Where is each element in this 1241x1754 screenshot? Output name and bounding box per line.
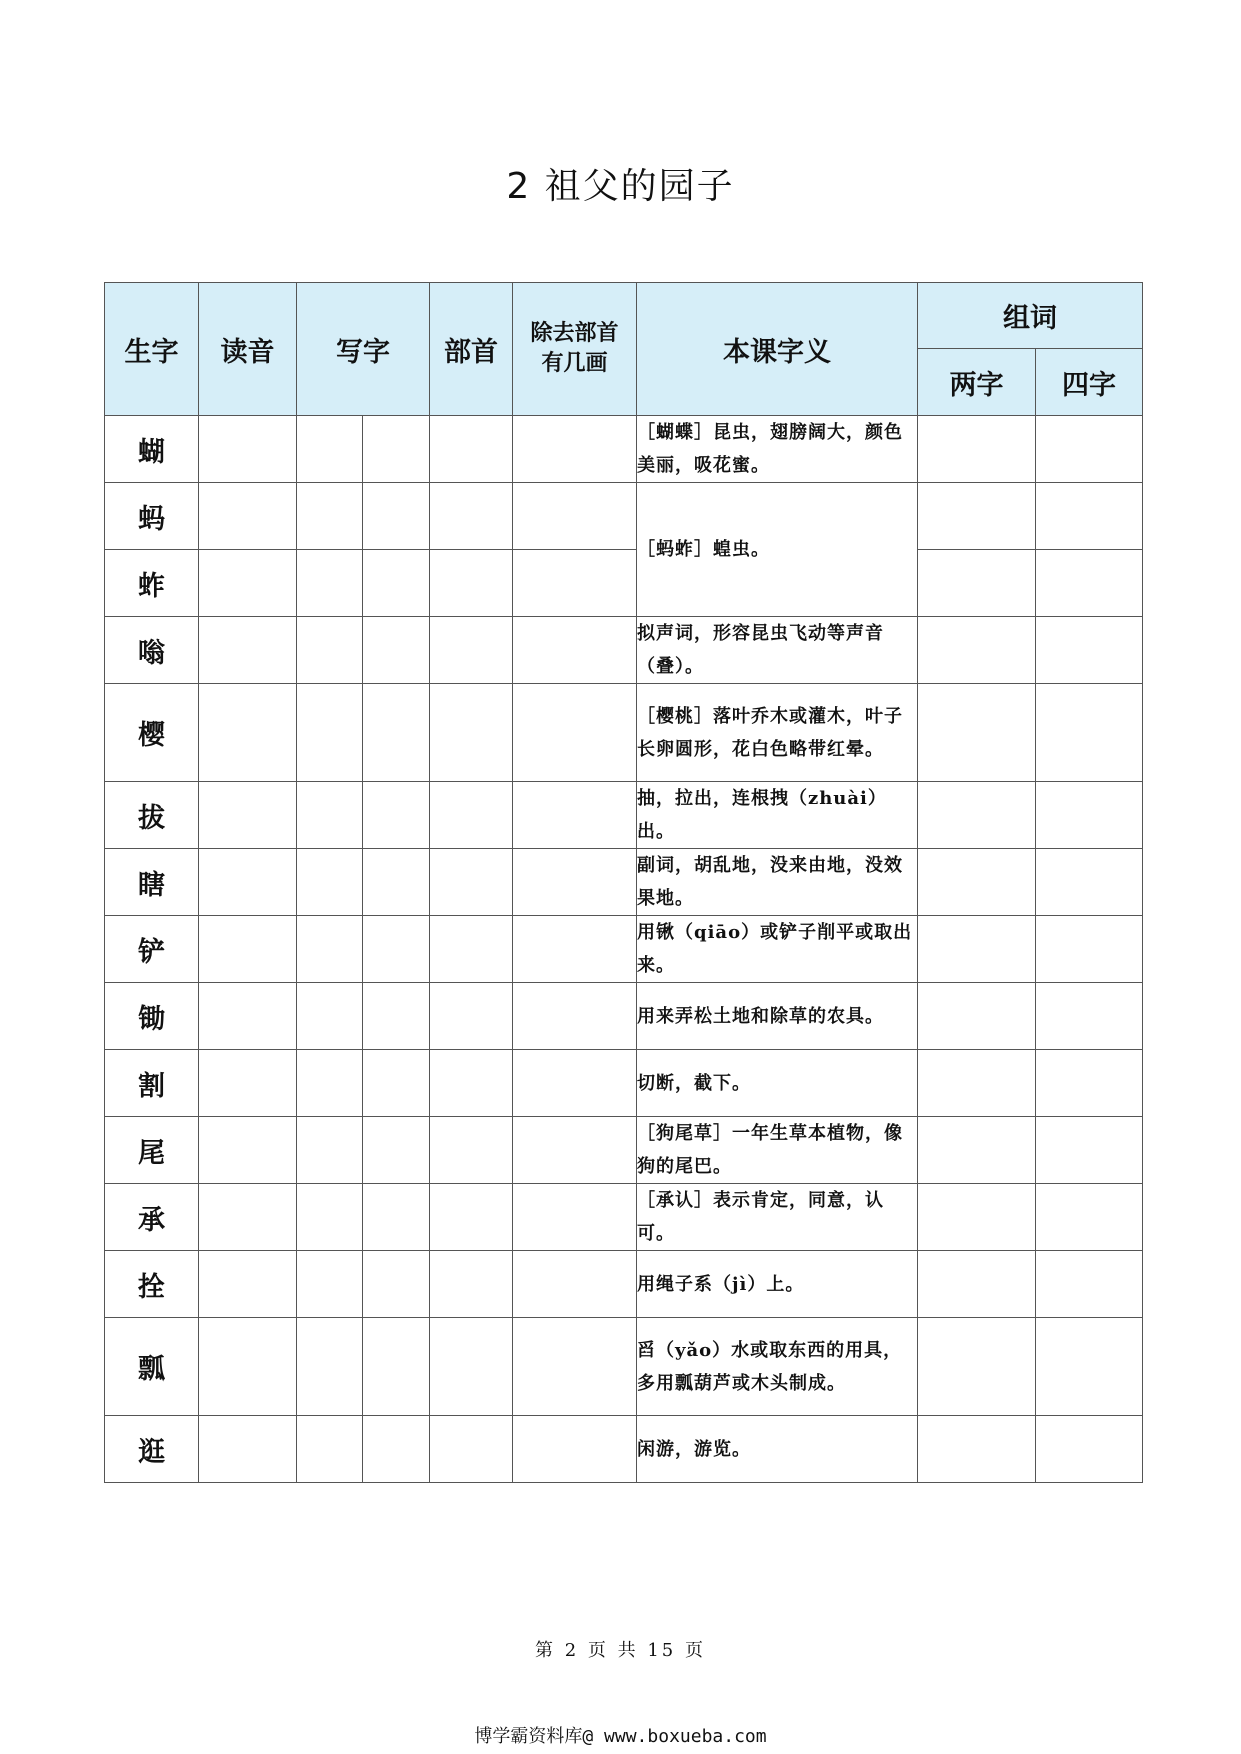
radical-cell [430, 1117, 513, 1184]
reading-cell [199, 617, 297, 684]
four-char-cell [1036, 684, 1143, 782]
char-cell: 逛 [105, 1416, 199, 1483]
radical-cell [430, 782, 513, 849]
strokes-cell [513, 1318, 637, 1416]
reading-cell [199, 849, 297, 916]
meaning-cell: 闲游，游览。 [637, 1416, 918, 1483]
header-strokes [513, 283, 637, 416]
four-char-cell [1036, 1184, 1143, 1251]
header-words: 组词 [918, 283, 1143, 349]
four-char-cell [1036, 483, 1143, 550]
table-row [105, 849, 1143, 916]
four-char-cell [1036, 416, 1143, 483]
two-char-cell [918, 684, 1036, 782]
char-cell: 蝴 [105, 416, 199, 483]
writing-cell [363, 782, 430, 849]
table-row [105, 684, 1143, 782]
char-cell: 嗡 [105, 617, 199, 684]
radical-cell [430, 849, 513, 916]
char-cell: 瓢 [105, 1318, 199, 1416]
four-char-cell [1036, 782, 1143, 849]
table-row [105, 916, 1143, 983]
table-row [105, 1416, 1143, 1483]
four-char-cell [1036, 617, 1143, 684]
writing-cell [297, 483, 363, 550]
char-cell: 拔 [105, 782, 199, 849]
meaning-cell: ［蝴蝶］昆虫，翅膀阔大，颜色美丽，吸花蜜。 [637, 416, 918, 483]
two-char-cell [918, 550, 1036, 617]
strokes-cell [513, 483, 637, 550]
radical-cell [430, 1184, 513, 1251]
reading-cell [199, 416, 297, 483]
writing-cell [297, 416, 363, 483]
four-char-cell [1036, 1050, 1143, 1117]
reading-cell [199, 782, 297, 849]
char-cell: 樱 [105, 684, 199, 782]
header-strokes-line2: 有几画 [541, 351, 608, 376]
meaning-cell: 副词，胡乱地，没来由地，没效果地。 [637, 849, 918, 916]
meaning-cell: ［蚂蚱］蝗虫。 [637, 483, 918, 617]
reading-cell [199, 1184, 297, 1251]
strokes-cell [513, 1251, 637, 1318]
writing-cell [297, 782, 363, 849]
writing-cell [363, 983, 430, 1050]
strokes-cell [513, 1050, 637, 1117]
meaning-cell: 用锹（qiāo）或铲子削平或取出来。 [637, 916, 918, 983]
meaning-cell: ［狗尾草］一年生草本植物，像狗的尾巴。 [637, 1117, 918, 1184]
table-row [105, 1050, 1143, 1117]
char-cell: 承 [105, 1184, 199, 1251]
two-char-cell [918, 1117, 1036, 1184]
header-four-char: 四字 [1036, 349, 1143, 416]
radical-cell [430, 416, 513, 483]
strokes-cell [513, 849, 637, 916]
radical-cell [430, 1416, 513, 1483]
reading-cell [199, 550, 297, 617]
four-char-cell [1036, 550, 1143, 617]
reading-cell [199, 916, 297, 983]
radical-cell [430, 550, 513, 617]
two-char-cell [918, 916, 1036, 983]
writing-cell [297, 1117, 363, 1184]
meaning-cell: 拟声词，形容昆虫飞动等声音（叠）。 [637, 617, 918, 684]
radical-cell [430, 916, 513, 983]
table-row [105, 983, 1143, 1050]
two-char-cell [918, 983, 1036, 1050]
two-char-cell [918, 617, 1036, 684]
reading-cell [199, 1117, 297, 1184]
radical-cell [430, 1251, 513, 1318]
four-char-cell [1036, 983, 1143, 1050]
reading-cell [199, 684, 297, 782]
table-row [105, 483, 1143, 550]
two-char-cell [918, 782, 1036, 849]
writing-cell [297, 849, 363, 916]
radical-cell [430, 983, 513, 1050]
char-cell: 铲 [105, 916, 199, 983]
writing-cell [297, 684, 363, 782]
radical-cell [430, 684, 513, 782]
char-cell: 蚱 [105, 550, 199, 617]
writing-cell [363, 1318, 430, 1416]
two-char-cell [918, 1416, 1036, 1483]
strokes-cell [513, 684, 637, 782]
strokes-cell [513, 1184, 637, 1251]
table-row [105, 416, 1143, 483]
four-char-cell [1036, 916, 1143, 983]
two-char-cell [918, 1050, 1036, 1117]
table-row [105, 1318, 1143, 1416]
strokes-cell [513, 1416, 637, 1483]
char-cell: 蚂 [105, 483, 199, 550]
writing-cell [363, 483, 430, 550]
table-row [105, 1184, 1143, 1251]
writing-cell [363, 617, 430, 684]
radical-cell [430, 1050, 513, 1117]
header-writing: 写字 [297, 283, 430, 416]
two-char-cell [918, 1184, 1036, 1251]
four-char-cell [1036, 1416, 1143, 1483]
radical-cell [430, 1318, 513, 1416]
header-reading: 读音 [199, 283, 297, 416]
meaning-cell: 切断，截下。 [637, 1050, 918, 1117]
strokes-cell [513, 550, 637, 617]
four-char-cell [1036, 1318, 1143, 1416]
header-radical: 部首 [430, 283, 513, 416]
writing-cell [297, 1318, 363, 1416]
writing-cell [363, 1050, 430, 1117]
strokes-cell [513, 1117, 637, 1184]
meaning-cell: ［承认］表示肯定，同意，认可。 [637, 1184, 918, 1251]
char-cell: 瞎 [105, 849, 199, 916]
writing-cell [297, 550, 363, 617]
four-char-cell [1036, 849, 1143, 916]
writing-cell [363, 1184, 430, 1251]
reading-cell [199, 1251, 297, 1318]
writing-cell [363, 1117, 430, 1184]
char-cell: 锄 [105, 983, 199, 1050]
header-two-char: 两字 [918, 349, 1036, 416]
header-char: 生字 [105, 283, 199, 416]
table-row [105, 617, 1143, 684]
strokes-cell [513, 983, 637, 1050]
header-strokes-line1: 除去部首 [530, 321, 619, 346]
writing-cell [363, 416, 430, 483]
char-cell: 拴 [105, 1251, 199, 1318]
writing-cell [297, 1050, 363, 1117]
reading-cell [199, 1050, 297, 1117]
strokes-cell [513, 617, 637, 684]
strokes-cell [513, 916, 637, 983]
meaning-cell: 用来弄松土地和除草的农具。 [637, 983, 918, 1050]
writing-cell [363, 849, 430, 916]
writing-cell [297, 617, 363, 684]
two-char-cell [918, 483, 1036, 550]
writing-cell [363, 684, 430, 782]
writing-cell [363, 1251, 430, 1318]
writing-cell [363, 916, 430, 983]
reading-cell [199, 483, 297, 550]
page-title: 2 祖父的园子 [506, 166, 735, 207]
char-cell: 割 [105, 1050, 199, 1117]
table-row [105, 1117, 1143, 1184]
radical-cell [430, 483, 513, 550]
writing-cell [297, 1184, 363, 1251]
writing-cell [363, 550, 430, 617]
watermark: 博学霸资料库@ www.boxueba.com [474, 1726, 767, 1747]
writing-cell [297, 983, 363, 1050]
two-char-cell [918, 1251, 1036, 1318]
writing-cell [297, 1416, 363, 1483]
meaning-cell: ［樱桃］落叶乔木或灌木，叶子长卵圆形，花白色略带红晕。 [637, 684, 918, 782]
reading-cell [199, 983, 297, 1050]
header-meaning: 本课字义 [637, 283, 918, 416]
strokes-cell [513, 782, 637, 849]
radical-cell [430, 617, 513, 684]
meaning-cell: 用绳子系（jì）上。 [637, 1251, 918, 1318]
four-char-cell [1036, 1251, 1143, 1318]
two-char-cell [918, 849, 1036, 916]
table-row [105, 550, 1143, 617]
meaning-cell: 抽，拉出，连根拽（zhuài）出。 [637, 782, 918, 849]
two-char-cell [918, 416, 1036, 483]
table-row [105, 1251, 1143, 1318]
writing-cell [297, 1251, 363, 1318]
meaning-cell: 舀（yǎo）水或取东西的用具，多用瓢葫芦或木头制成。 [637, 1318, 918, 1416]
reading-cell [199, 1318, 297, 1416]
vocabulary-table [104, 282, 1143, 1483]
writing-cell [297, 916, 363, 983]
reading-cell [199, 1416, 297, 1483]
writing-cell [363, 1416, 430, 1483]
strokes-cell [513, 416, 637, 483]
page-number: 第 2 页 共 15 页 [535, 1640, 706, 1661]
two-char-cell [918, 1318, 1036, 1416]
table-row [105, 782, 1143, 849]
char-cell: 尾 [105, 1117, 199, 1184]
four-char-cell [1036, 1117, 1143, 1184]
